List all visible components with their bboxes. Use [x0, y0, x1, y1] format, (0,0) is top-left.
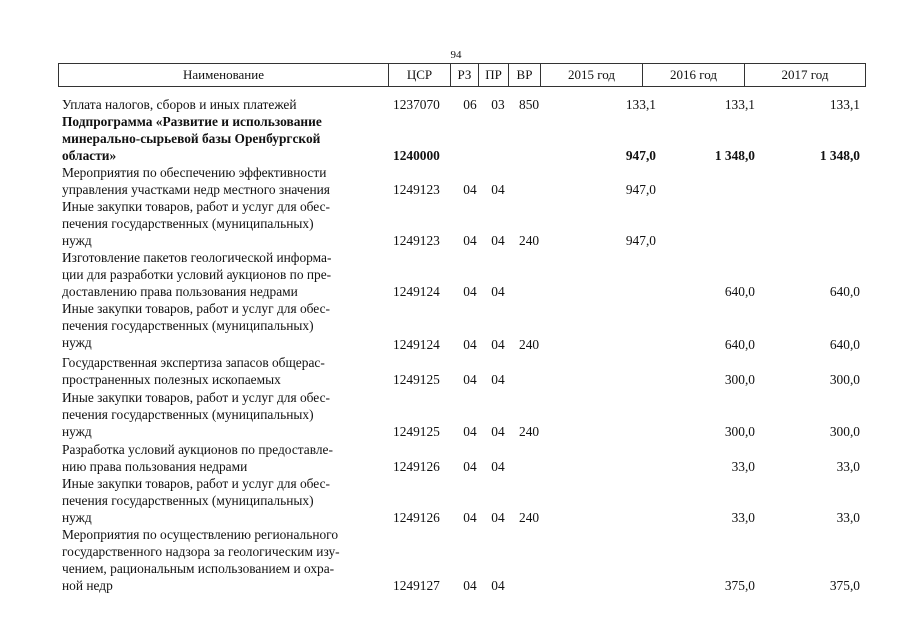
row-name: Иные закупки товаров, работ и услуг для обес- печения государственных (муниципальных) нужд: [62, 199, 330, 248]
row-name: Мероприятия по осуществлению регионального государственного надзора за геологическим изу- чением, рациональным использованием и охра- ной недр: [62, 527, 340, 593]
row-2017: 375,0: [829, 578, 860, 593]
row-csr: 1249124: [393, 284, 440, 299]
row-name: Разработка условий аукционов по предоставле- нию права пользования недрами: [62, 442, 333, 474]
row-2017: 33,0: [836, 510, 860, 525]
row-csr: 1249125: [393, 372, 440, 387]
header-pr: ПР: [478, 64, 508, 86]
row-rz: 04: [463, 510, 477, 525]
row-vr: 850: [519, 97, 540, 112]
row-name: Уплата налогов, сборов и иных платежей: [62, 97, 297, 112]
row-name: Иные закупки товаров, работ и услуг для обес- печения государственных (муниципальных) нужд: [62, 476, 330, 525]
header-2015: 2015 год: [540, 64, 642, 86]
row-pr: 04: [491, 424, 505, 439]
row-2016: 640,0: [724, 284, 755, 299]
row-rz: 04: [463, 424, 477, 439]
row-name: Иные закупки товаров, работ и услуг для обес- печения государственных (муниципальных) нужд: [62, 390, 330, 439]
row-vr: 240: [519, 233, 540, 248]
row-name: Иные закупки товаров, работ и услуг для обес- печения государственных (муниципальных) нужд: [62, 301, 330, 350]
row-2015: 947,0: [625, 233, 656, 248]
row-name: Государственная экспертиза запасов общерас- пространенных полезных ископаемых: [62, 355, 325, 387]
row-2016: 300,0: [724, 424, 755, 439]
row-2016: 375,0: [724, 578, 755, 593]
row-csr: 1240000: [393, 148, 440, 163]
header-name: Наименование: [58, 64, 388, 86]
row-2017: 1 348,0: [819, 148, 860, 163]
row-2016: 300,0: [724, 372, 755, 387]
header-2016: 2016 год: [642, 64, 744, 86]
row-pr: 04: [491, 182, 505, 197]
row-rz: 04: [463, 578, 477, 593]
row-2016: 640,0: [724, 337, 755, 352]
row-csr: 1249126: [393, 510, 440, 525]
table-header: [58, 63, 866, 87]
row-pr: 04: [491, 337, 505, 352]
row-name: Мероприятия по обеспечению эффективности управления участками недр местного значения: [62, 165, 330, 197]
row-pr: 04: [491, 459, 505, 474]
row-csr: 1249127: [393, 578, 440, 593]
row-csr: 1249123: [393, 233, 440, 248]
row-vr: 240: [519, 424, 540, 439]
row-2016: 133,1: [724, 97, 755, 112]
row-vr: 240: [519, 337, 540, 352]
row-name: Подпрограмма «Развитие и использование минерально-сырьевой базы Оренбургской области»: [62, 114, 322, 163]
row-2016: 33,0: [731, 510, 755, 525]
row-pr: 04: [491, 233, 505, 248]
row-pr: 03: [491, 97, 505, 112]
row-rz: 04: [463, 233, 477, 248]
header-2017: 2017 год: [744, 64, 866, 86]
row-rz: 06: [463, 97, 477, 112]
row-csr: 1249126: [393, 459, 440, 474]
row-pr: 04: [491, 284, 505, 299]
row-2017: 300,0: [829, 424, 860, 439]
row-pr: 04: [491, 578, 505, 593]
row-2015: 947,0: [625, 182, 656, 197]
row-2017: 300,0: [829, 372, 860, 387]
row-rz: 04: [463, 459, 477, 474]
row-2015: 133,1: [625, 97, 656, 112]
header-rz: РЗ: [450, 64, 478, 86]
row-vr: 240: [519, 510, 540, 525]
header-vr: ВР: [508, 64, 540, 86]
row-rz: 04: [463, 182, 477, 197]
row-rz: 04: [463, 284, 477, 299]
row-2017: 133,1: [829, 97, 860, 112]
row-2017: 640,0: [829, 337, 860, 352]
row-pr: 04: [491, 510, 505, 525]
row-2017: 640,0: [829, 284, 860, 299]
row-2016: 33,0: [731, 459, 755, 474]
row-rz: 04: [463, 337, 477, 352]
row-rz: 04: [463, 372, 477, 387]
row-2016: 1 348,0: [714, 148, 755, 163]
row-csr: 1249123: [393, 182, 440, 197]
row-2015: 947,0: [625, 148, 656, 163]
row-csr: 1249124: [393, 337, 440, 352]
row-2017: 33,0: [836, 459, 860, 474]
row-csr: 1249125: [393, 424, 440, 439]
row-csr: 1237070: [393, 97, 440, 112]
row-pr: 04: [491, 372, 505, 387]
page-number: 94: [450, 49, 462, 61]
row-name: Изготовление пакетов геологической информа- ции для разработки условий аукционов по пре- доставлению права пользования недрами: [62, 250, 332, 299]
header-csr: ЦСР: [388, 64, 450, 86]
